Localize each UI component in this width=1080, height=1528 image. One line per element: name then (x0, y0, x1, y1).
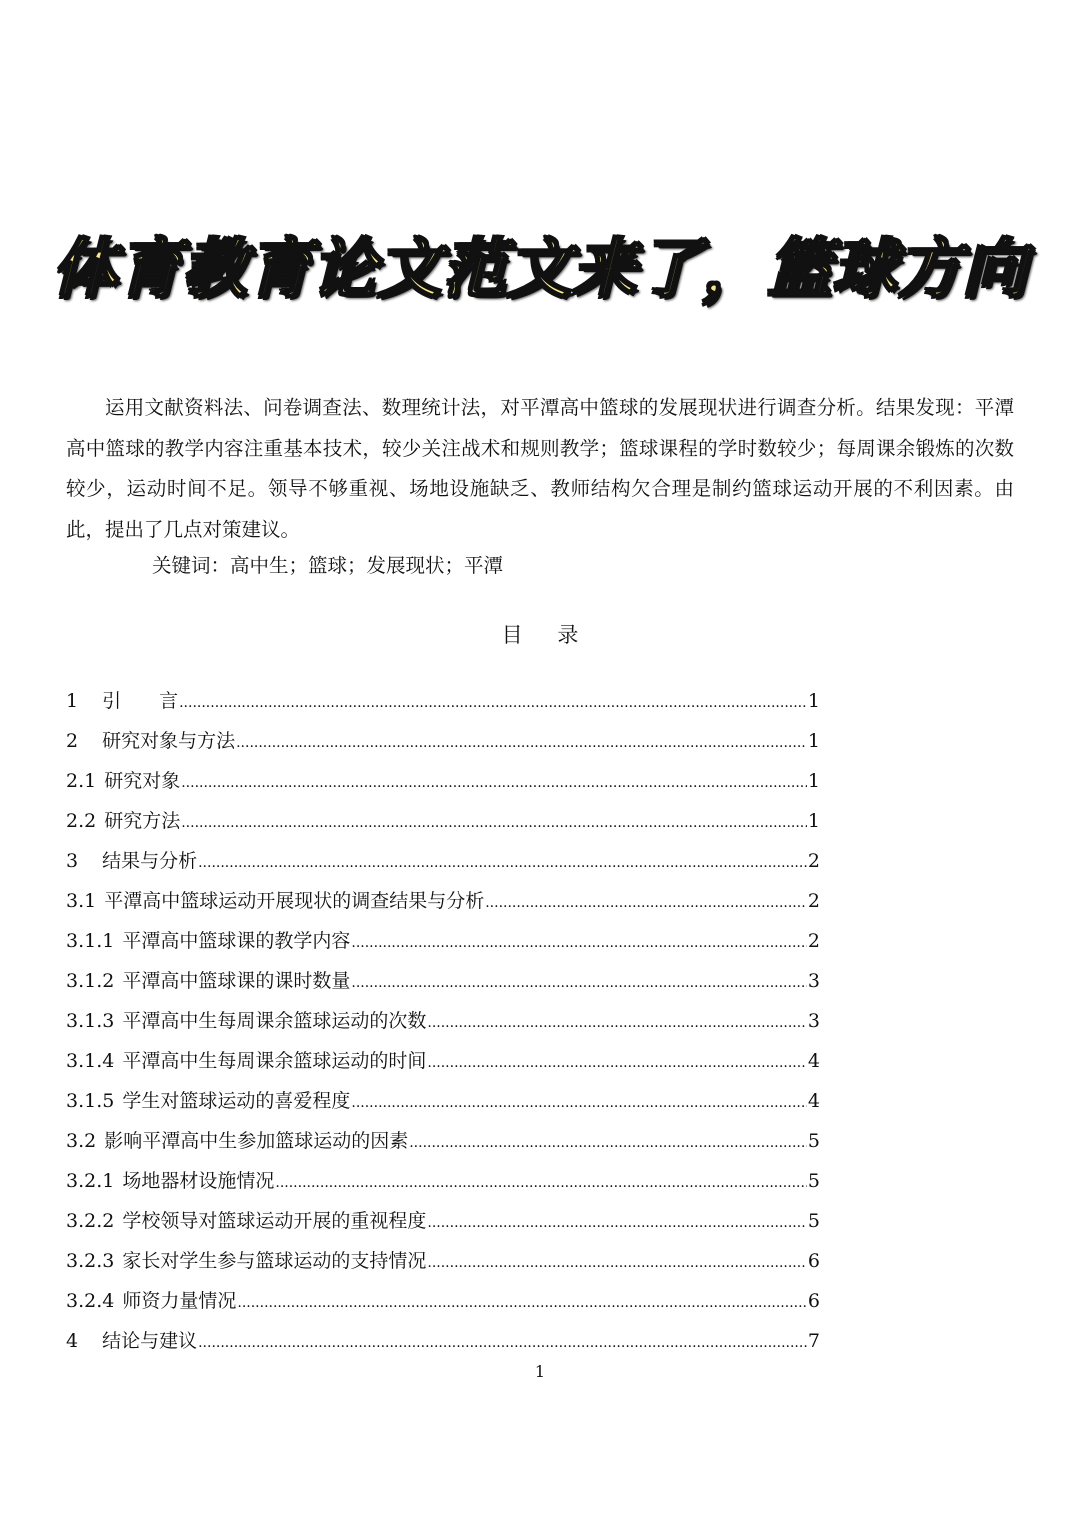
toc-entry[interactable] (66, 1041, 820, 1081)
toc-entry-title: 平潭高中篮球课的课时数量 (122, 970, 351, 992)
toc-leader-dots (427, 1003, 807, 1043)
toc-entry-number: 2 (66, 730, 79, 752)
toc-entry-page: 4 (807, 1050, 820, 1072)
toc-entry-page: 2 (807, 930, 820, 952)
toc-leader-dots (236, 723, 807, 763)
toc-entry[interactable] (66, 1001, 820, 1041)
toc-entry[interactable] (66, 1321, 820, 1361)
toc-entry-number: 2.2 (66, 810, 97, 832)
toc-entry-page: 7 (807, 1330, 820, 1352)
toc-leader-dots (485, 883, 807, 923)
toc-leader-dots (198, 1323, 807, 1363)
toc-entry-title: 平潭高中篮球运动开展现状的调查结果与分析 (104, 890, 485, 912)
toc-entry-page: 3 (807, 970, 820, 992)
toc-entry-page: 5 (807, 1130, 820, 1152)
toc-entry-page: 5 (807, 1210, 820, 1232)
table-of-contents (66, 681, 820, 1361)
abstract-paragraph: 运用文献资料法、问卷调查法、数理统计法，对平潭高中篮球的发展现状进行调查分析。结果发现：平潭高中篮球的教学内容注重基本技术，较少关注战术和规则教学；篮球课程的学时数较少；每周课余锻炼的次数较少，运动时间不足。领导不够重视、场地设施缺乏、教师结构欠合理是制约篮球运动开展的不利因素。由此，提出了几点对策建议。 (66, 396, 1014, 541)
toc-entry-page: 3 (807, 1010, 820, 1032)
toc-entry-page: 6 (807, 1250, 820, 1272)
toc-entry-number: 3.1.5 (66, 1090, 115, 1112)
toc-entry[interactable] (66, 1281, 820, 1321)
toc-entry-number: 3.1.2 (66, 970, 115, 992)
toc-entry[interactable] (66, 921, 820, 961)
toc-entry-page: 2 (807, 850, 820, 872)
toc-leader-dots (427, 1043, 807, 1083)
toc-entry-number: 4 (66, 1330, 79, 1352)
toc-entry-title: 平潭高中生每周课余篮球运动的次数 (122, 1010, 427, 1032)
toc-entry-number: 3.2.1 (66, 1170, 115, 1192)
toc-leader-dots (351, 963, 807, 1003)
toc-entry-number: 3.2.3 (66, 1250, 115, 1272)
toc-entry-title: 平潭高中生每周课余篮球运动的时间 (122, 1050, 427, 1072)
toc-leader-dots (409, 1123, 807, 1163)
toc-entry-number: 1 (66, 690, 79, 712)
toc-entry[interactable] (66, 721, 820, 761)
toc-entry-page: 2 (807, 890, 820, 912)
toc-entry[interactable] (66, 881, 820, 921)
toc-entry-title: 家长对学生参与篮球运动的支持情况 (122, 1250, 427, 1272)
toc-entry-title: 引 言 (102, 690, 179, 712)
toc-leader-dots (351, 923, 807, 963)
toc-entry-number: 3.1 (66, 890, 97, 912)
toc-entry-title: 研究方法 (104, 810, 181, 832)
toc-entry[interactable] (66, 1081, 820, 1121)
toc-entry-number: 3 (66, 850, 79, 872)
toc-entry-page: 1 (807, 810, 820, 832)
page-number: 1 (534, 1362, 546, 1381)
toc-leader-dots (198, 843, 807, 883)
toc-entry-number: 3.1.1 (66, 930, 115, 952)
toc-leader-dots (179, 683, 807, 723)
toc-entry[interactable] (66, 681, 820, 721)
toc-entry[interactable] (66, 1121, 820, 1161)
toc-leader-dots (427, 1243, 807, 1283)
toc-entry-page: 1 (807, 730, 820, 752)
toc-entry-page: 1 (807, 690, 820, 712)
toc-entry[interactable] (66, 1241, 820, 1281)
toc-entry-title: 学生对篮球运动的喜爱程度 (122, 1090, 351, 1112)
toc-entry-number: 2.1 (66, 770, 97, 792)
toc-entry-page: 1 (807, 770, 820, 792)
toc-entry[interactable] (66, 841, 820, 881)
toc-entry-title: 结果与分析 (102, 850, 198, 872)
toc-entry-number: 3.1.3 (66, 1010, 115, 1032)
toc-entry[interactable] (66, 1161, 820, 1201)
toc-leader-dots (275, 1163, 807, 1203)
toc-leader-dots (237, 1283, 807, 1323)
toc-entry-page: 4 (807, 1090, 820, 1112)
toc-entry[interactable] (66, 801, 820, 841)
toc-leader-dots (181, 803, 807, 843)
toc-entry-number: 3.2.2 (66, 1210, 115, 1232)
toc-entry[interactable] (66, 1201, 820, 1241)
banner-title: 体育教育论文范文来了，篮球方向 (52, 233, 1028, 307)
toc-leader-dots (181, 763, 807, 803)
toc-entry-page: 5 (807, 1170, 820, 1192)
toc-entry[interactable] (66, 761, 820, 801)
toc-leader-dots (351, 1083, 807, 1123)
toc-entry-title: 平潭高中篮球课的教学内容 (122, 930, 351, 952)
toc-entry-page: 6 (807, 1290, 820, 1312)
keywords-line: 关键词：高中生；篮球；发展现状；平潭 (152, 554, 504, 577)
toc-entry-title: 研究对象与方法 (102, 730, 236, 752)
toc-entry-number: 3.2 (66, 1130, 97, 1152)
toc-entry[interactable] (66, 961, 820, 1001)
toc-entry-title: 学校领导对篮球运动开展的重视程度 (122, 1210, 427, 1232)
toc-entry-title: 结论与建议 (102, 1330, 198, 1352)
toc-entry-title: 师资力量情况 (122, 1290, 237, 1312)
toc-entry-title: 场地器材设施情况 (122, 1170, 275, 1192)
toc-entry-title: 研究对象 (104, 770, 181, 792)
toc-entry-title: 影响平潭高中生参加篮球运动的因素 (104, 1130, 409, 1152)
toc-entry-number: 3.1.4 (66, 1050, 115, 1072)
toc-entry-number: 3.2.4 (66, 1290, 115, 1312)
toc-title: 目 录 (501, 623, 579, 647)
toc-leader-dots (427, 1203, 807, 1243)
